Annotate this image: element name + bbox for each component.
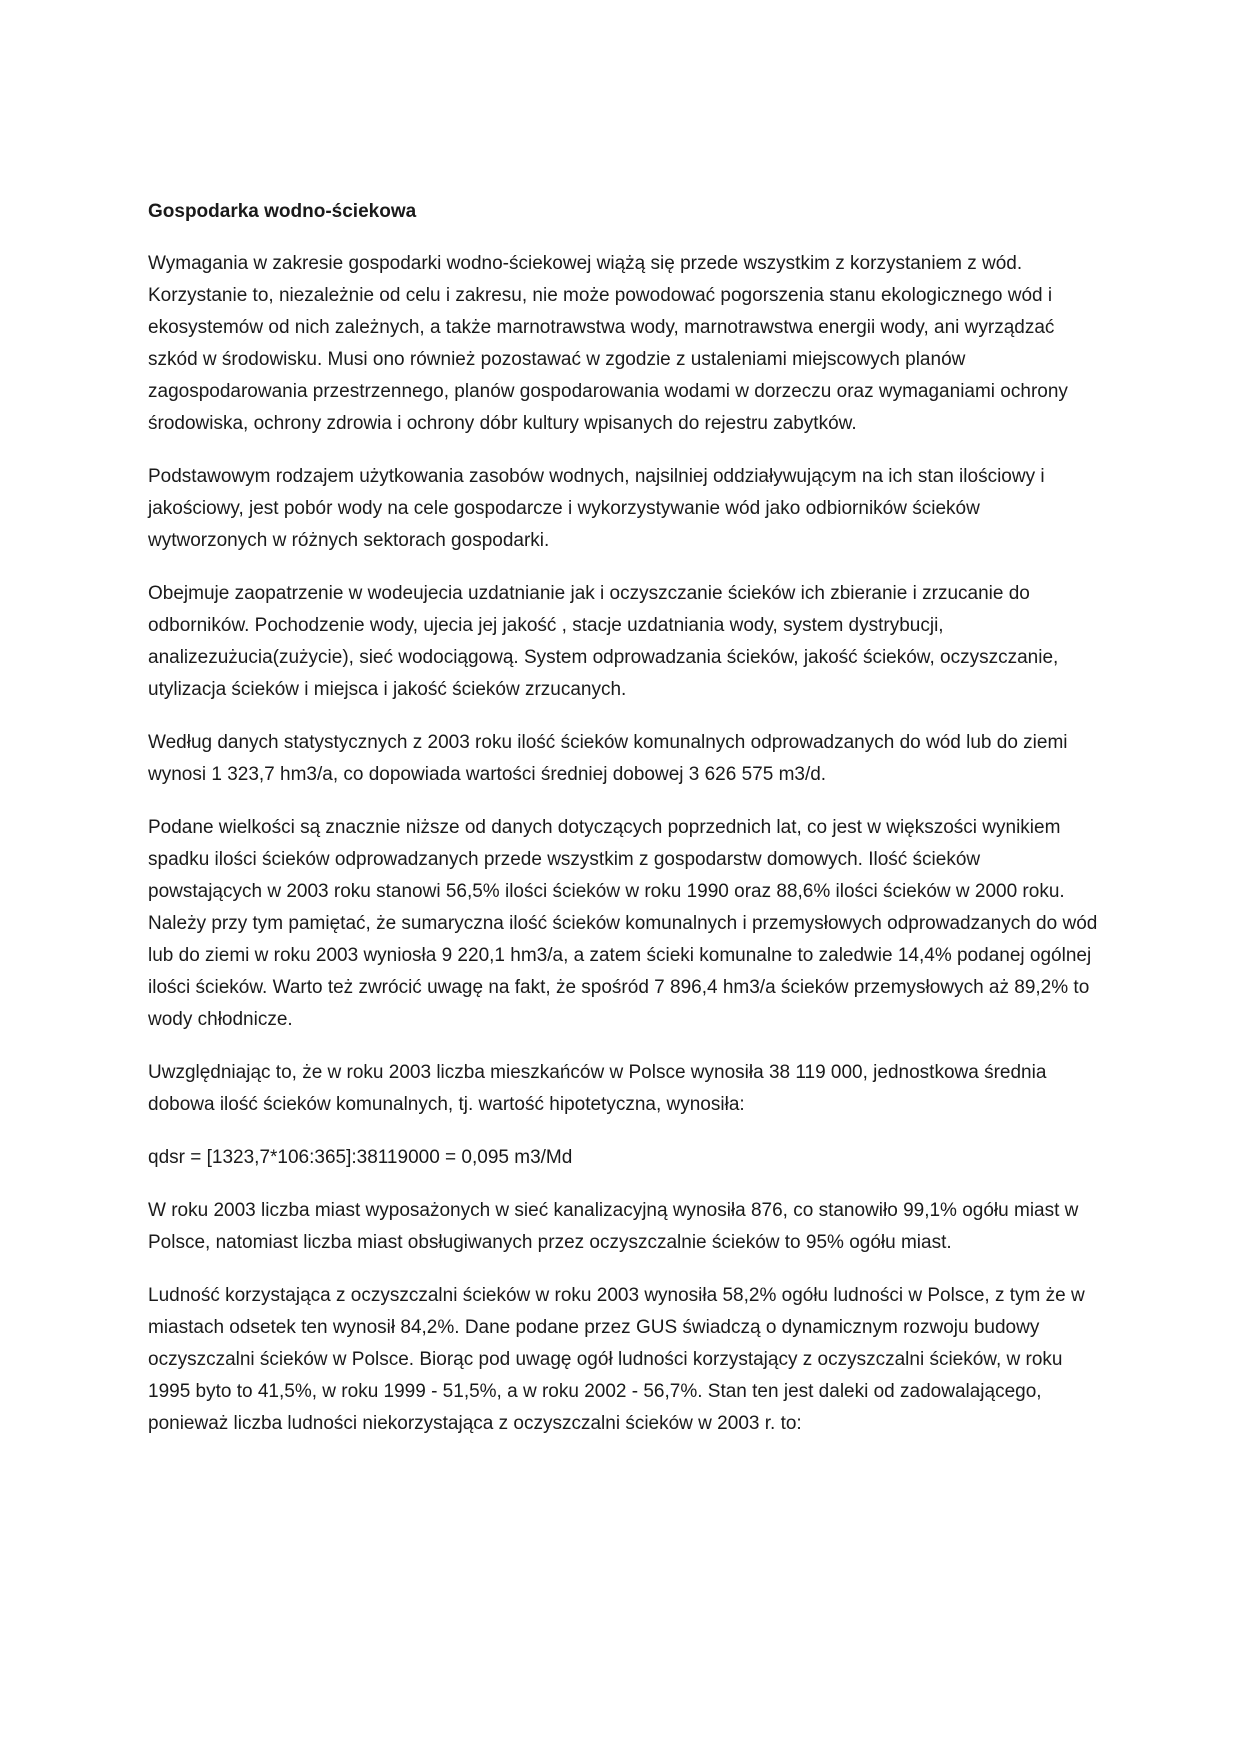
paragraph-scope: Obejmuje zaopatrzenie w wodeujecia uzdatnianie jak i oczyszczanie ścieków ich zbieranie i zrzucanie do odborników. Pochodzenie wody, ujecia jej jakość , stacje uzdatniania wody, system dystrybucji, analizezużucia(zużycie), sieć wodociągową. System odprowadzania ścieków, jakość ścieków, oczyszczanie, utylizacja ścieków i miejsca i jakość ścieków zrzucanych. <box>148 583 1059 700</box>
paragraph-treatment-population: Ludność korzystająca z oczyszczalni ścieków w roku 2003 wynosiła 58,2% ogółu ludności w Polsce, z tym że w miastach odsetek ten wynosił 84,2%. Dane podane przez GUS świadczą o dynamicznym rozwoju budowy oczyszczalni ścieków w Polsce. Biorąc pod uwagę ogół ludności korzystający z oczyszczalni ścieków, w roku 1995 byto to 41,5%, w roku 1999 - 51,5%, a w roku 2002 - 56,7%. Stan ten jest daleki od zadowalającego, ponieważ liczba ludności niekorzystająca z oczyszczalni ścieków w 2003 r. to: <box>148 1285 1085 1434</box>
document-title: Gospodarka wodno-ściekowa <box>148 201 417 222</box>
paragraph-comparison: Podane wielkości są znacznie niższe od danych dotyczących poprzednich lat, co jest w większości wynikiem spadku ilości ścieków odprowadzanych przede wszystkim z gospodarstw domowych. Ilość ścieków powstających w 2003 roku stanowi 56,5% ilości ścieków w roku 1990 oraz 88,6% ilości ścieków w 2000 roku. Należy przy tym pamiętać, że sumaryczna ilość ścieków komunalnych i przemysłowych odprowadzanych do wód lub do ziemi w roku 2003 wyniosła 9 220,1 hm3/a, a zatem ścieki komunalne to zaledwie 14,4% podanej ogólnej ilości ścieków. Warto też zwrócić uwagę na fakt, że spośród 7 896,4 hm3/a ścieków przemysłowych aż 89,2% to wody chłodnicze. <box>148 817 1098 1030</box>
formula-qdsr: qdsr = [1323,7*106:365]:38119000 = 0,095 m3/Md <box>148 1147 573 1168</box>
paragraph-requirements: Wymagania w zakresie gospodarki wodno-ściekowej wiążą się przede wszystkim z korzystaniem z wód. Korzystanie to, niezależnie od celu i zakresu, nie może powodować pogorszenia stanu ekologicznego wód i ekosystemów od nich zależnych, a także marnotrawstwa wody, marnotrawstwa energii wody, ani wyrządzać szkód w środowisku. Musi ono również pozostawać w zgodzie z ustaleniami miejscowych planów zagospodarowania przestrzennego, planów gospodarowania wodami w dorzeczu oraz wymaganiami ochrony środowiska, ochrony zdrowia i ochrony dóbr kultury wpisanych do rejestru zabytków. <box>148 253 1068 434</box>
paragraph-statistics-2003: Według danych statystycznych z 2003 roku ilość ścieków komunalnych odprowadzanych do wód lub do ziemi wynosi 1 323,7 hm3/a, co dopowiada wartości średniej dobowej 3 626 575 m3/d. <box>148 732 1068 785</box>
paragraph-population: Uwzględniając to, że w roku 2003 liczba mieszkańców w Polsce wynosiła 38 119 000, jednostkowa średnia dobowa ilość ścieków komunalnych, tj. wartość hipotetyczna, wynosiła: <box>148 1062 1047 1115</box>
paragraph-sewerage-cities: W roku 2003 liczba miast wyposażonych w sieć kanalizacyjną wynosiła 876, co stanowiło 99,1% ogółu miast w Polsce, natomiast liczba miast obsługiwanych przez oczyszczalnie ścieków to 95% ogółu miast. <box>148 1200 1079 1253</box>
document-page <box>148 196 1098 1461</box>
paragraph-water-use: Podstawowym rodzajem użytkowania zasobów wodnych, najsilniej oddziaływującym na ich stan ilościowy i jakościowy, jest pobór wody na cele gospodarcze i wykorzystywanie wód jako odbiorników ścieków wytworzonych w różnych sektorach gospodarki. <box>148 466 1045 551</box>
